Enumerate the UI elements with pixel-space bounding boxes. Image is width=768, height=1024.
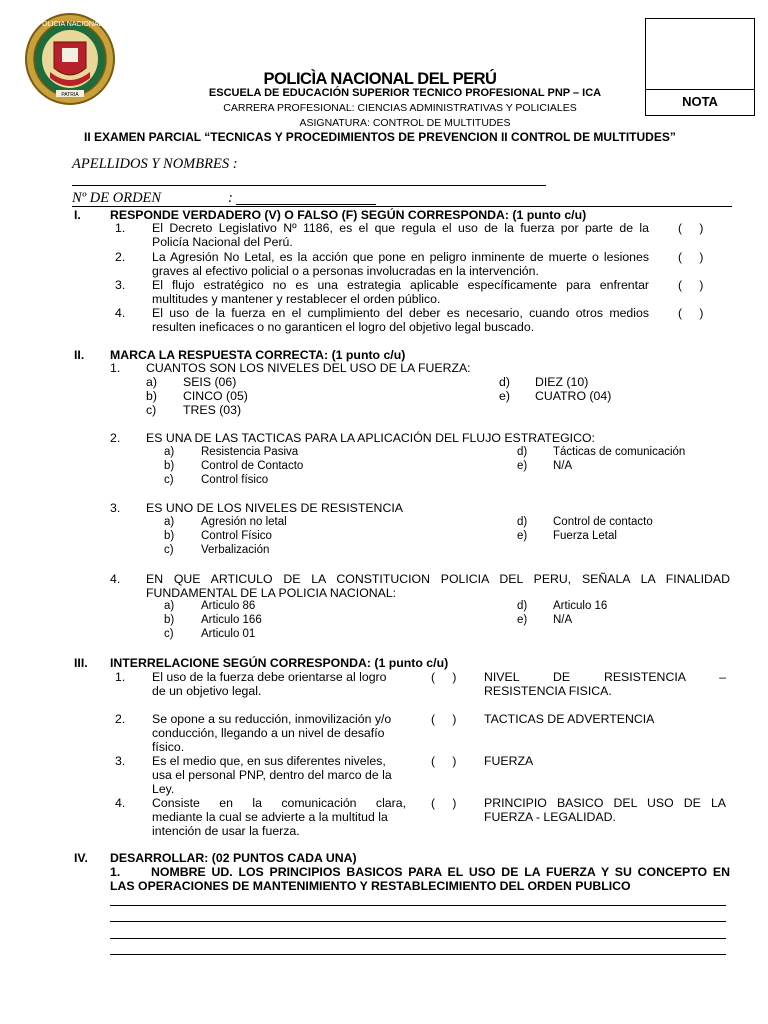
- section3-number: III.: [74, 656, 88, 670]
- answer-line-3[interactable]: [110, 938, 726, 939]
- exam-title: II EXAMEN PARCIAL “TECNICAS Y PROCEDIMIENTOS DE PREVENCION II CONTROL DE MULTITUDES”: [84, 130, 676, 144]
- option-c[interactable]: TRES (03): [183, 403, 242, 417]
- section2-number: II.: [74, 348, 85, 362]
- item-text-line1: El flujo estratégico no es una estrategia aplicable específicamente para enfrentar: [152, 278, 649, 292]
- answer-parens[interactable]: ( ): [678, 306, 704, 320]
- option-c-letter: c): [164, 628, 174, 640]
- option-c[interactable]: Verbalización: [201, 544, 270, 556]
- item-right-line2: RESISTENCIA FISICA.: [484, 684, 612, 698]
- section2-title: MARCA LA RESPUESTA CORRECTA: (1 punto c/u): [110, 348, 406, 362]
- option-e[interactable]: N/A: [553, 614, 573, 626]
- item-number: 1.: [115, 670, 126, 684]
- option-d[interactable]: Control de contacto: [553, 516, 653, 528]
- career-name: CARRERA PROFESIONAL: CIENCIAS ADMINISTRATIVAS Y POLICIALES: [223, 102, 577, 114]
- item-left-line1: Consiste en la comunicación clara,: [152, 796, 406, 810]
- essay-question-number: 1.: [110, 865, 121, 879]
- page-title: POLICÌA NACIONAL DEL PERÚ: [263, 70, 497, 88]
- item-text-line2: Policía Nacional del Perú.: [152, 235, 293, 249]
- answer-parens[interactable]: ( ): [678, 221, 704, 235]
- option-b[interactable]: Control de Contacto: [201, 460, 304, 472]
- option-a[interactable]: Agresión no letal: [201, 516, 287, 528]
- item-number: 4.: [115, 796, 126, 810]
- option-a-letter: a): [164, 446, 175, 458]
- item-right-line1: NIVEL DE RESISTENCIA –: [484, 670, 726, 684]
- option-e[interactable]: Fuerza Letal: [553, 530, 617, 542]
- item-number: 2.: [115, 712, 126, 726]
- option-d-letter: d): [517, 446, 528, 458]
- order-colon: :: [228, 190, 233, 206]
- option-b-letter: b): [164, 614, 175, 626]
- question-text: EN QUE ARTICULO DE LA CONSTITUCION POLICIA DEL PERU, SEÑALA LA FINALIDAD: [146, 572, 730, 586]
- section3-title: INTERRELACIONE SEGÚN CORRESPONDA: (1 punto c/u): [110, 656, 449, 670]
- item-left-line3: intención de usar la fuerza.: [152, 824, 300, 838]
- emblem-text-bottom: PATRIA: [61, 92, 79, 98]
- question-number: 4.: [110, 572, 121, 586]
- item-number: 1.: [115, 221, 126, 235]
- item-left-line2: mediante la cual se advierte a la multitud la: [152, 810, 388, 824]
- item-left-line2: de un objetivo legal.: [152, 684, 262, 698]
- option-e[interactable]: N/A: [553, 460, 573, 472]
- answer-parens[interactable]: ( ): [431, 670, 457, 684]
- option-d-letter: d): [499, 375, 510, 389]
- answer-parens[interactable]: ( ): [431, 712, 457, 726]
- option-e-letter: e): [517, 460, 528, 472]
- question-text: ES UNA DE LAS TACTICAS PARA LA APLICACIÓN DEL FLUJO ESTRATEGICO:: [146, 431, 595, 445]
- option-c-letter: c): [146, 403, 157, 417]
- section1-number: I.: [74, 208, 81, 222]
- option-e[interactable]: CUATRO (04): [535, 389, 612, 403]
- section4-number: IV.: [74, 851, 88, 865]
- option-b[interactable]: Articulo 166: [201, 614, 262, 626]
- section1-title: RESPONDE VERDADERO (V) O FALSO (F) SEGÚN CORRESPONDA: (1 punto c/u): [110, 208, 587, 222]
- names-label: APELLIDOS Y NOMBRES :: [72, 156, 238, 172]
- question-number: 2.: [110, 431, 121, 445]
- item-text-line2: resulten ineficaces o no garanticen el logro del objetivo legal buscado.: [152, 320, 535, 334]
- option-b-letter: b): [146, 389, 157, 403]
- option-a-letter: a): [164, 516, 175, 528]
- answer-line-4[interactable]: [110, 954, 726, 955]
- item-left-line2: usa el personal PNP, dentro del marco de la: [152, 768, 392, 782]
- option-d[interactable]: Articulo 16: [553, 600, 608, 612]
- option-a[interactable]: Resistencia Pasiva: [201, 446, 299, 458]
- item-right-line2: FUERZA - LEGALIDAD.: [484, 810, 616, 824]
- answer-parens[interactable]: ( ): [431, 754, 457, 768]
- item-text-line2: graves al efectivo policial o a personas involucradas en la intervención.: [152, 264, 539, 278]
- essay-question-line2: LAS OPERACIONES DE MANTENIMIENTO Y RESTABLECIMIENTO DEL ORDEN PUBLICO: [110, 879, 631, 893]
- question-number: 3.: [110, 501, 121, 515]
- option-c-letter: c): [164, 474, 174, 486]
- option-b-letter: b): [164, 530, 175, 542]
- option-a[interactable]: Articulo 86: [201, 600, 256, 612]
- item-left-line1: El uso de la fuerza debe orientarse al logro: [152, 670, 387, 684]
- item-number: 4.: [115, 306, 126, 320]
- item-text-line1: El Decreto Legislativo Nº 1186, es el que regula el uso de la fuerza por parte de la: [152, 221, 649, 235]
- grade-box: [645, 18, 755, 116]
- option-d[interactable]: Tácticas de comunicación: [553, 446, 686, 458]
- option-a-letter: a): [164, 600, 175, 612]
- item-number: 2.: [115, 250, 126, 264]
- question-text-line2: FUNDAMENTAL DE LA POLICIA NACIONAL:: [146, 586, 397, 600]
- option-b[interactable]: CINCO (05): [183, 389, 248, 403]
- names-line[interactable]: [72, 185, 546, 186]
- order-label: Nº DE ORDEN: [72, 190, 162, 206]
- option-c-letter: c): [164, 544, 174, 556]
- question-text: CUANTOS SON LOS NIVELES DEL USO DE LA FUERZA:: [146, 361, 471, 375]
- header-separator: [72, 206, 732, 207]
- grade-write-area[interactable]: [646, 19, 754, 90]
- option-d-letter: d): [517, 600, 528, 612]
- answer-parens[interactable]: ( ): [431, 796, 457, 810]
- answer-parens[interactable]: ( ): [678, 278, 704, 292]
- essay-question-line1: NOMBRE UD. LOS PRINCIPIOS BASICOS PARA EL USO DE LA FUERZA Y SU CONCEPTO EN: [151, 865, 730, 879]
- item-text-line1: El uso de la fuerza en el cumplimiento del deber es necesario, cuando otros medios: [152, 306, 649, 320]
- option-a[interactable]: SEIS (06): [183, 375, 237, 389]
- item-text-line2: multitudes y mantener y restablecer el orden público.: [152, 292, 441, 306]
- item-left-line3: físico.: [152, 740, 185, 754]
- answer-line-1[interactable]: [110, 905, 726, 906]
- option-d[interactable]: DIEZ (10): [535, 375, 589, 389]
- item-text-line1: La Agresión No Letal, es la acción que pone en peligro inminente de muerte o lesiones: [152, 250, 649, 264]
- option-d-letter: d): [517, 516, 528, 528]
- answer-line-2[interactable]: [110, 921, 726, 922]
- item-left-line1: Es el medio que, en sus diferentes niveles,: [152, 754, 386, 768]
- question-number: 1.: [110, 361, 121, 375]
- item-left-line1: Se opone a su reducción, inmovilización y/o: [152, 712, 392, 726]
- item-right-line1: TACTICAS DE ADVERTENCIA: [484, 712, 655, 726]
- option-c[interactable]: Control físico: [201, 474, 269, 486]
- item-right-line1: PRINCIPIO BASICO DEL USO DE LA: [484, 796, 726, 810]
- school-name: ESCUELA DE EDUCACIÓN SUPERIOR TECNICO PROFESIONAL PNP – ICA: [208, 87, 602, 99]
- section4-title: DESARROLLAR: (02 PUNTOS CADA UNA): [110, 851, 357, 865]
- item-right-line1: FUERZA: [484, 754, 534, 768]
- item-left-line2: conducción, llegando a un nivel de desafío: [152, 726, 385, 740]
- item-number: 3.: [115, 754, 126, 768]
- option-c[interactable]: Articulo 01: [201, 628, 256, 640]
- police-emblem: [24, 12, 116, 106]
- answer-parens[interactable]: ( ): [678, 250, 704, 264]
- option-e-letter: e): [499, 389, 510, 403]
- order-line[interactable]: [236, 204, 376, 205]
- option-e-letter: e): [517, 530, 528, 542]
- option-b-letter: b): [164, 460, 175, 472]
- option-e-letter: e): [517, 614, 528, 626]
- question-text: ES UNO DE LOS NIVELES DE RESISTENCIA: [146, 501, 403, 515]
- subject-name: ASIGNATURA: CONTROL DE MULTITUDES: [299, 117, 511, 129]
- emblem-text-top: POLICIA NACIONAL: [37, 21, 103, 28]
- option-b[interactable]: Control Físico: [201, 530, 272, 542]
- grade-label: NOTA: [682, 94, 718, 109]
- item-number: 3.: [115, 278, 126, 292]
- item-left-line3: Ley.: [152, 782, 175, 796]
- option-a-letter: a): [146, 375, 157, 389]
